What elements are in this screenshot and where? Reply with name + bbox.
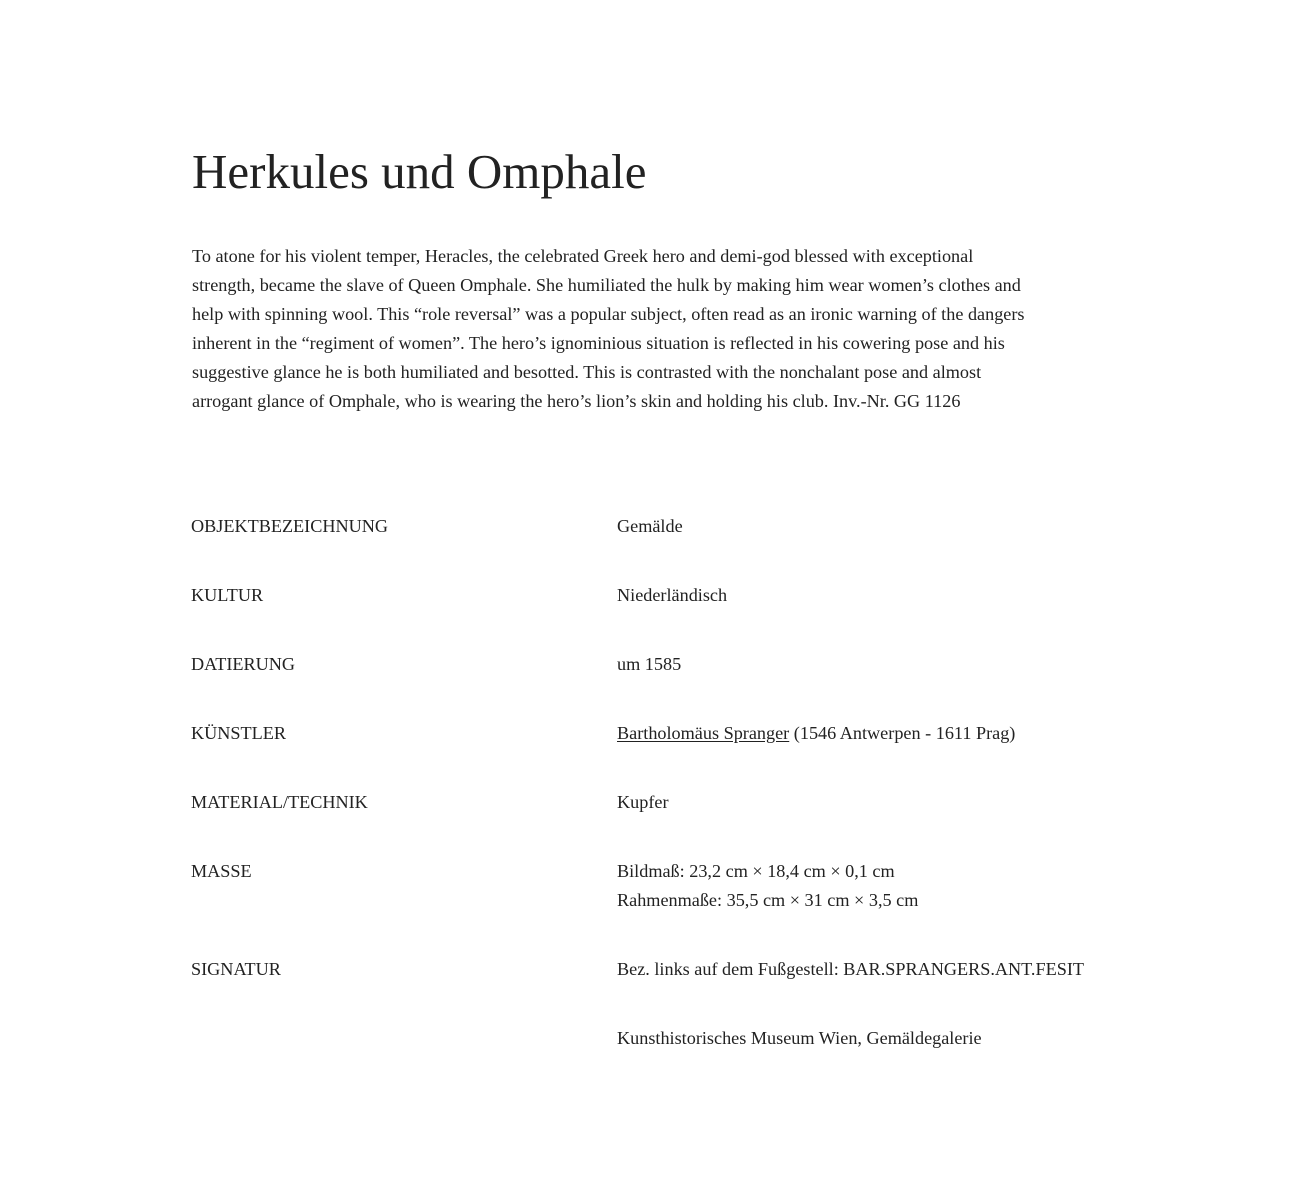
detail-value: Kupfer bbox=[617, 792, 669, 812]
detail-row-credit bbox=[191, 1024, 1191, 1053]
detail-row-kuenstler bbox=[191, 719, 1191, 748]
detail-value: Gemälde bbox=[617, 516, 683, 536]
detail-label: KÜNSTLER bbox=[191, 723, 286, 743]
detail-row-kultur bbox=[191, 581, 1191, 610]
credit-line: Kunsthistorisches Museum Wien, Gemäldegalerie bbox=[617, 1028, 982, 1048]
detail-value bbox=[617, 857, 1191, 915]
frame-dimensions: Rahmenmaße: 35,5 cm × 31 cm × 3,5 cm bbox=[617, 890, 919, 910]
detail-label: MASSE bbox=[191, 861, 252, 881]
artwork-details-list bbox=[191, 512, 1191, 1093]
detail-row-material bbox=[191, 788, 1191, 817]
detail-value: Niederländisch bbox=[617, 585, 728, 605]
artwork-description: To atone for his violent temper, Heracles, the celebrated Greek hero and demi-god blessed with exceptional strength, became the slave of Queen Omphale. She humiliated the hulk by making him wear women’s clothes and help with spinning wool. This “role reversal” was a popular subject, often read as an ironic warning of the dangers inherent in the “regiment of women”. The hero’s ignominious situation is reflected in his cowering pose and his suggestive glance he is both humiliated and besotted. This is contrasted with the nonchalant pose and almost arrogant glance of Omphale, who is wearing the hero’s lion’s skin and holding his club. Inv.-Nr. GG 1126 bbox=[192, 246, 1025, 411]
detail-row-signatur bbox=[191, 955, 1191, 984]
detail-label: KULTUR bbox=[191, 585, 264, 605]
detail-value: um 1585 bbox=[617, 654, 682, 674]
artist-link[interactable]: Bartholomäus Spranger bbox=[617, 723, 790, 743]
artist-lifespan: (1546 Antwerpen - 1611 Prag) bbox=[789, 723, 1016, 743]
detail-label: OBJEKTBEZEICHNUNG bbox=[191, 516, 389, 536]
detail-label: MATERIAL/TECHNIK bbox=[191, 792, 368, 812]
page-title: Herkules und Omphale bbox=[192, 144, 647, 199]
detail-value bbox=[617, 719, 1191, 748]
detail-row-masse bbox=[191, 857, 1191, 915]
image-dimensions: Bildmaß: 23,2 cm × 18,4 cm × 0,1 cm bbox=[617, 861, 895, 881]
detail-row-datierung bbox=[191, 650, 1191, 679]
detail-label: DATIERUNG bbox=[191, 654, 296, 674]
detail-row-objektbezeichnung bbox=[191, 512, 1191, 541]
detail-label: SIGNATUR bbox=[191, 959, 281, 979]
detail-value: Bez. links auf dem Fußgestell: BAR.SPRANGERS.ANT.FESIT bbox=[617, 959, 1084, 979]
